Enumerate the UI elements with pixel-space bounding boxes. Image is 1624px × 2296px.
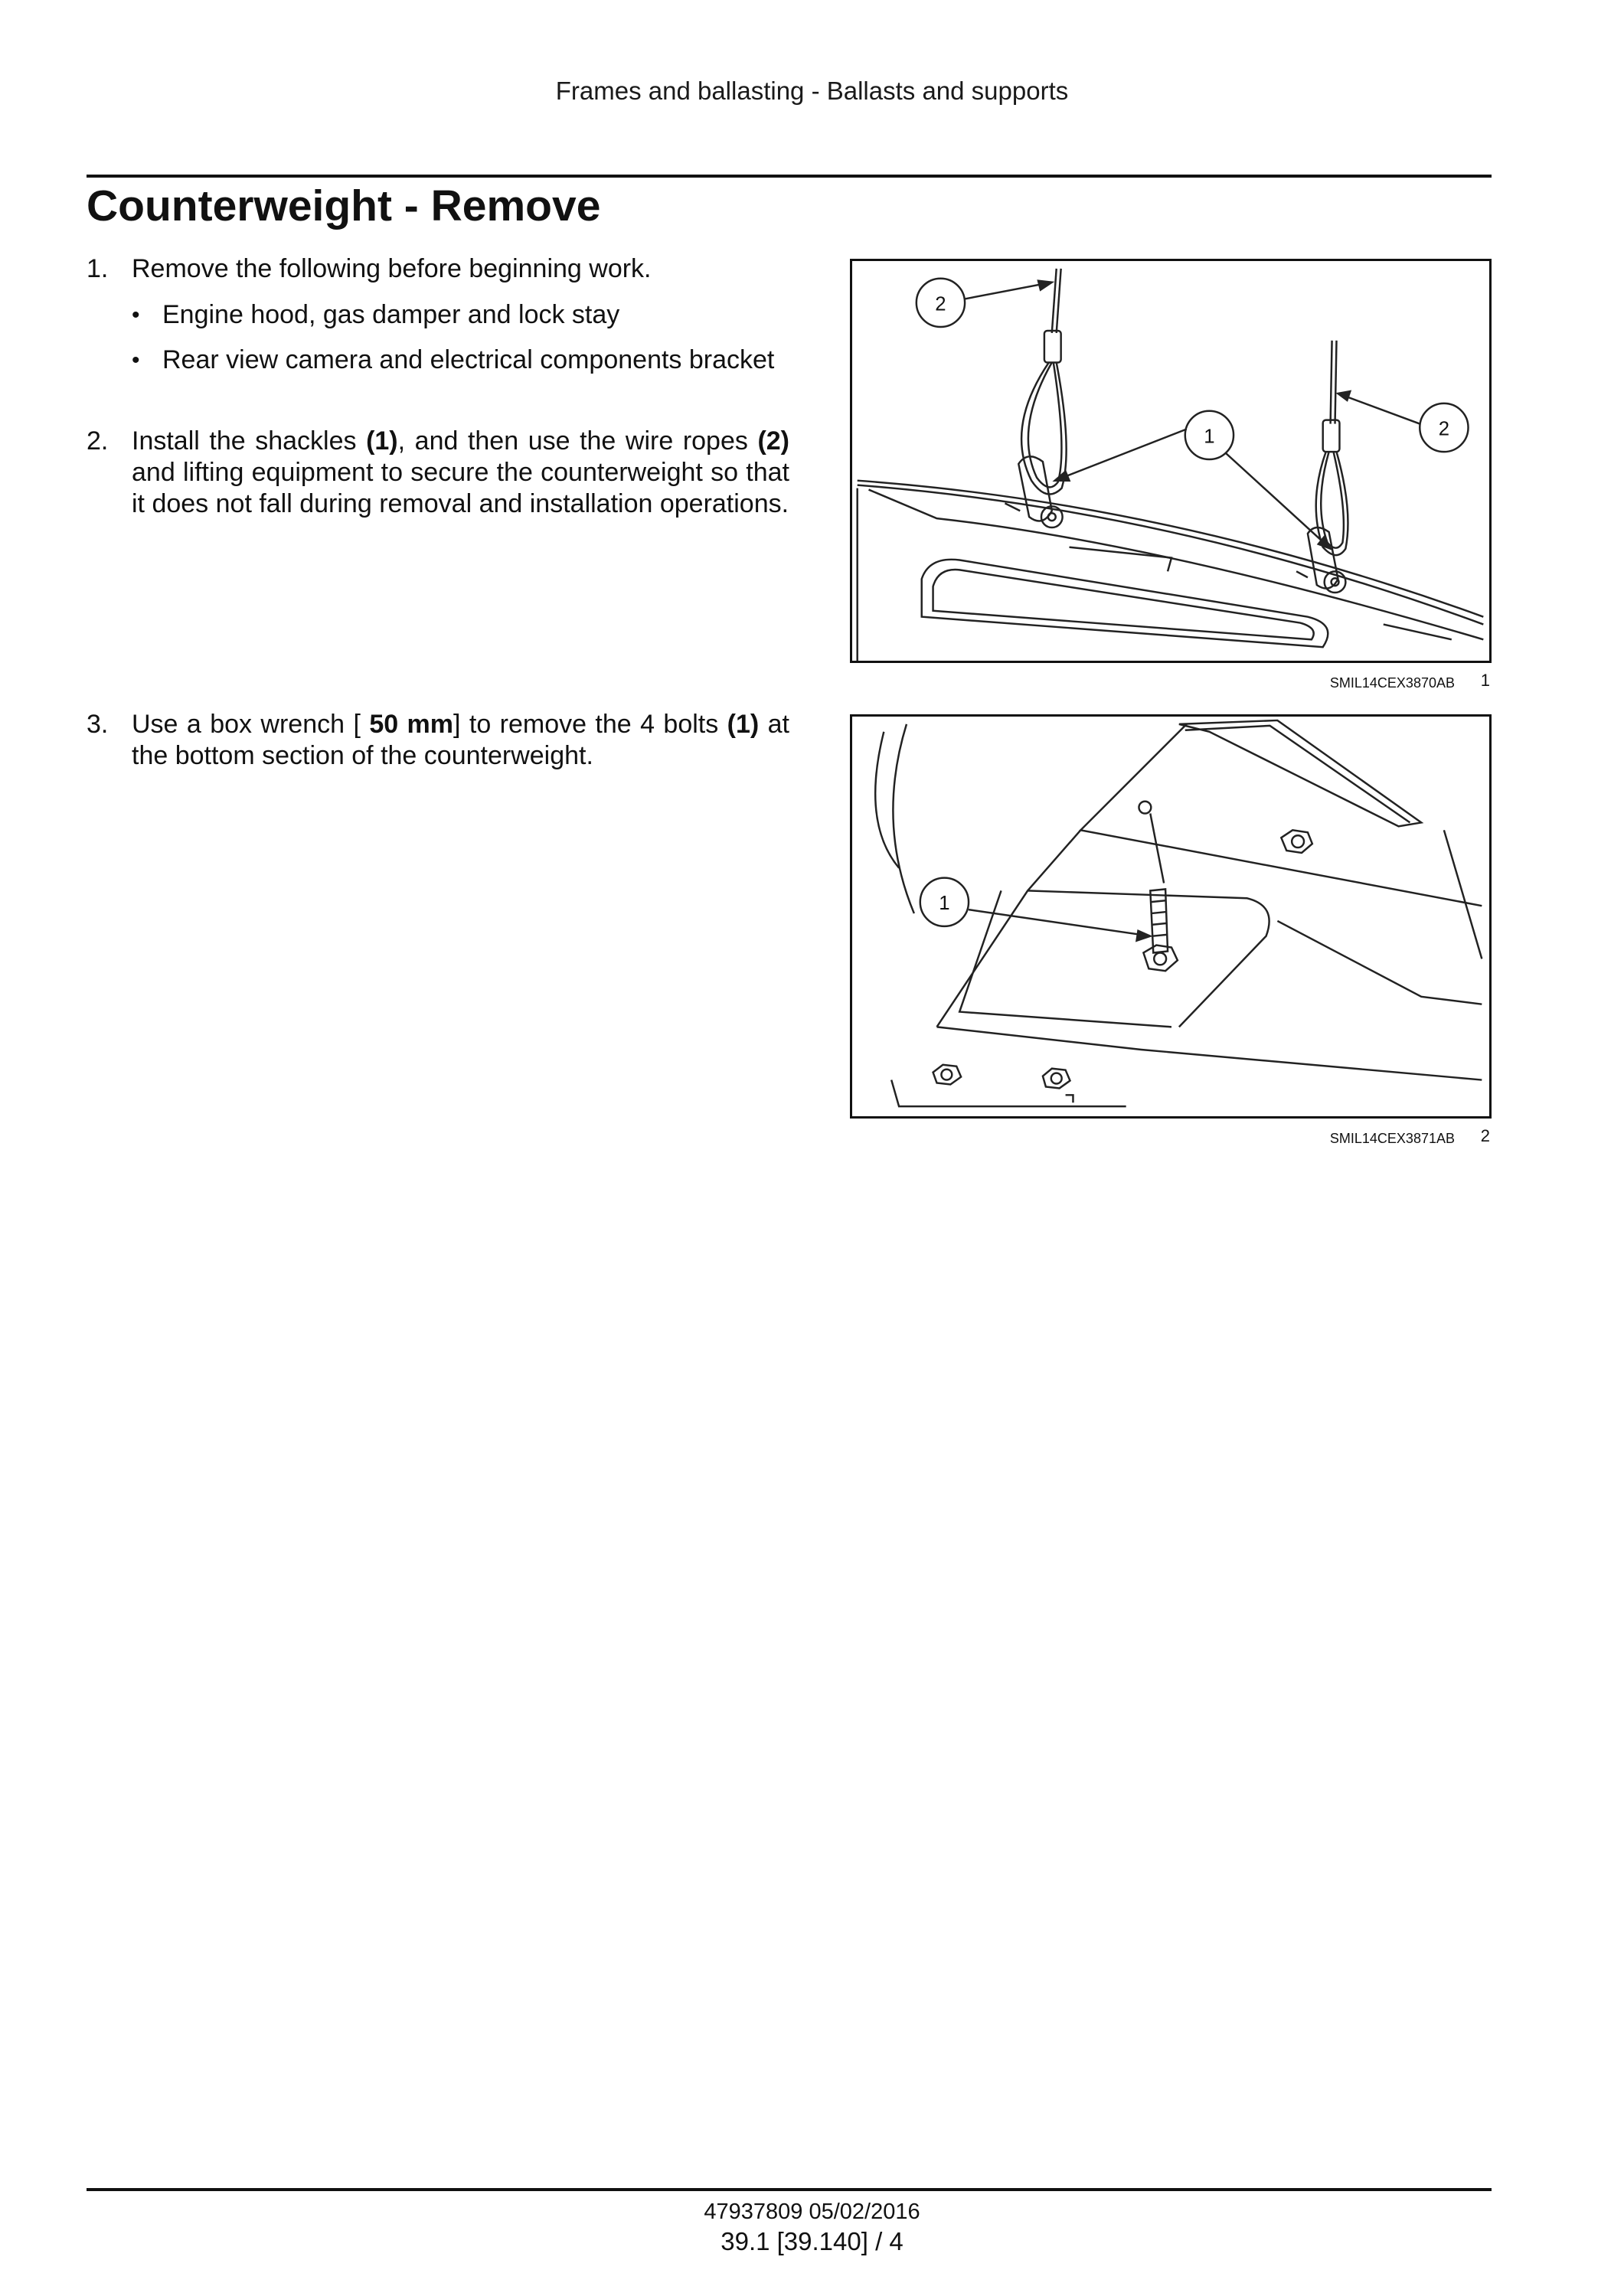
step-number: 2. <box>87 426 109 456</box>
footer-rule <box>87 2188 1492 2191</box>
subitem-text: Engine hood, gas damper and lock stay <box>162 300 620 329</box>
counterweight-lifting-illustration <box>852 261 1489 661</box>
counterweight-bolts-illustration <box>852 717 1489 1116</box>
figure-1-caption <box>850 671 1492 694</box>
step-1-subitem-1 <box>132 299 789 331</box>
step-text: Use a box wrench [ 50 mm] to remove the 4 bolts (1) at the bottom section of the counterweight. <box>132 710 790 770</box>
figure-2-caption <box>850 1126 1492 1149</box>
step-text: Remove the following before beginning work. <box>132 254 652 283</box>
bullet-icon: • <box>132 348 140 373</box>
callout-label: 2 <box>935 293 946 315</box>
footer-page-number: 39.1 [39.140] / 4 <box>721 2227 903 2255</box>
callout-label: 1 <box>939 893 950 915</box>
step-text: Install the shackles (1), and then use the wire ropes (2) and lifting equipment to secure the counterweight so that it does not fall during removal and installation operations. <box>132 426 789 518</box>
header-rule <box>87 175 1492 178</box>
callout-label: 1 <box>1204 426 1215 448</box>
footer-doc-id: 47937809 05/02/2016 <box>704 2200 920 2224</box>
step-1 <box>87 253 789 285</box>
running-header: Frames and ballasting - Ballasts and supports <box>555 77 1069 105</box>
step-number: 3. <box>87 710 109 739</box>
step-3 <box>87 709 789 772</box>
page-title: Counterweight - Remove <box>87 181 601 230</box>
figure-number: 1 <box>1480 671 1490 690</box>
figure-code: SMIL14CEX3870AB <box>1329 675 1455 691</box>
figure-2-counterweight-bolts <box>850 714 1492 1119</box>
figure-1-counterweight-lifting <box>850 259 1492 663</box>
step-number: 1. <box>87 254 109 283</box>
subitem-text: Rear view camera and electrical components bracket <box>162 345 775 374</box>
bullet-icon: • <box>132 302 140 328</box>
figure-number: 2 <box>1480 1126 1490 1145</box>
step-2 <box>87 426 789 520</box>
figure-code: SMIL14CEX3871AB <box>1329 1131 1455 1146</box>
step-1-subitem-2 <box>132 345 789 376</box>
callout-label: 2 <box>1438 418 1450 440</box>
